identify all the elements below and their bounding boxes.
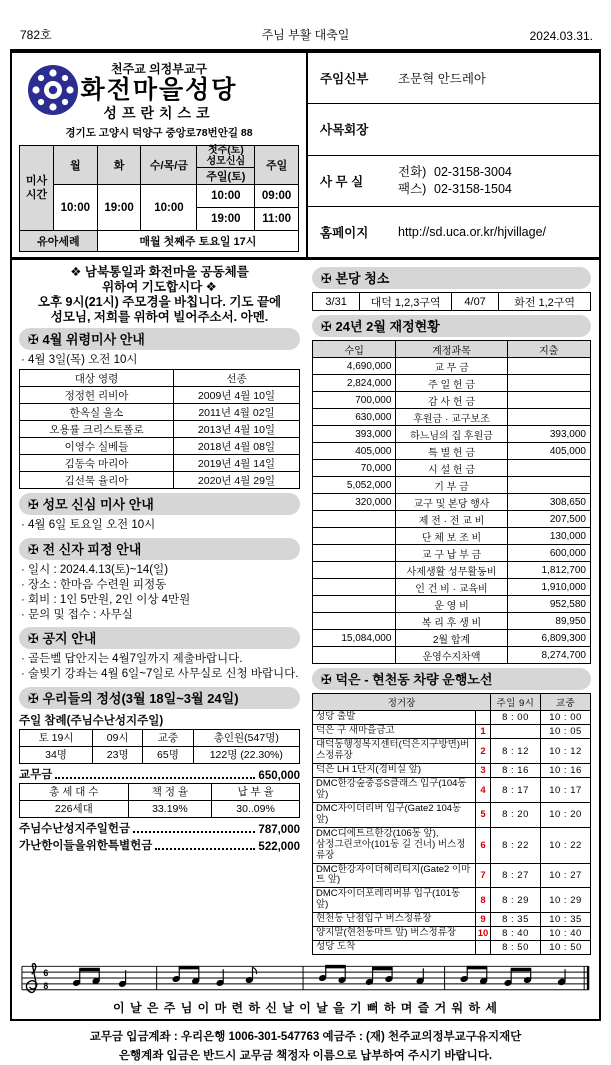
table-row: 3/31 대덕 1,2,3구역 4/07 화전 1,2구역 bbox=[313, 293, 591, 311]
dotted-leader bbox=[155, 848, 255, 850]
table-row: DMC한강자이더헤리티지(Gate2 이마트 앞) 7 8 : 27 10 : 27 bbox=[313, 863, 591, 888]
church-brand bbox=[19, 57, 299, 123]
attendance-subtitle: 주일 참례(주님수난성지주일) bbox=[19, 714, 164, 727]
table-row: 15,084,000 2월 합계 6,809,300 bbox=[313, 630, 591, 647]
mass-time-wed: 10:00 bbox=[141, 185, 197, 231]
table-row: 4,690,000 교 무 금 bbox=[313, 358, 591, 375]
table-row: 393,000 하느님의 집 후원금 393,000 bbox=[313, 426, 591, 443]
section-retreat: ✠ 전 신자 피정 안내 bbox=[19, 538, 300, 560]
retreat-when: · 일시 : 2024.4.13(토)~14(일) bbox=[21, 563, 169, 576]
mass-header-wed: 수/목/금 bbox=[141, 146, 197, 185]
dotted-leader bbox=[55, 777, 255, 779]
marian-date: · 4월 6일 토요일 오전 10시 bbox=[21, 519, 156, 532]
mass-time-mon: 10:00 bbox=[54, 185, 98, 231]
footer-account-info bbox=[0, 1028, 611, 1065]
retreat-where: · 장소 : 한마음 수련원 피정동 bbox=[21, 578, 167, 591]
table-row: 김동숙 마리아 2019년 4월 14일 bbox=[20, 455, 300, 472]
mass-header-sat: 주일(토) bbox=[197, 168, 255, 185]
mass-time-sat2: 19:00 bbox=[197, 208, 255, 231]
table-row: 운영수지차액 8,274,700 bbox=[313, 647, 591, 664]
homepage-url[interactable]: http://sd.uca.or.kr/hjvillage/ bbox=[398, 225, 546, 240]
council-row bbox=[308, 104, 599, 155]
table-row: 226세대 33.19% 30..09% bbox=[20, 800, 300, 817]
poor-offering-line: 가난한이들을위한특별헌금 522,000 bbox=[19, 839, 300, 853]
table-row: 사제생활 성무활동비 1,812,700 bbox=[313, 562, 591, 579]
table-row: 현천동 난점입구 버스정류장 9 8 : 35 10 : 35 bbox=[313, 913, 591, 927]
bank-account-line: 교무금 입금계좌 : 우리은행 1006-301-547763 예금주 : (재) 천주교의정부교구유지재단 bbox=[89, 1031, 522, 1044]
section-notice: ✠ 공지 안내 bbox=[19, 627, 300, 649]
mass-header-tue: 화 bbox=[97, 146, 141, 185]
table-row: 한옥실 울소 2011년 4월 02일 bbox=[20, 404, 300, 421]
dotted-leader bbox=[133, 831, 255, 833]
table-row: 단 체 보 조 비 130,000 bbox=[313, 528, 591, 545]
masthead bbox=[0, 0, 611, 49]
mass-schedule-table bbox=[19, 145, 299, 252]
patron-saint: 성프란치스코 bbox=[103, 105, 215, 122]
council-label: 사목회장 bbox=[320, 123, 369, 138]
church-panel bbox=[12, 53, 308, 257]
memorial-col-name: 대상 영령 bbox=[20, 370, 174, 387]
table-row: 320,000 교구 및 본당 행사 308,650 bbox=[313, 494, 591, 511]
office-fax: 팩스) 02-3158-1504 bbox=[398, 181, 512, 196]
table-row: 덕은 LH 1단지(경비실 앞) 3 8 : 16 10 : 16 bbox=[313, 764, 591, 778]
palm-offering-line: 주님수난성지주일헌금 787,000 bbox=[19, 822, 300, 836]
svg-text:6: 6 bbox=[43, 968, 49, 979]
mass-header-mon: 월 bbox=[54, 146, 98, 185]
church-logo-icon bbox=[27, 64, 79, 116]
table-row: 630,000 후원금 · 교구보조 bbox=[313, 409, 591, 426]
section-bus-route: ✠ 덕은 - 현천동 차량 운행노선 bbox=[312, 668, 591, 690]
content-columns bbox=[12, 260, 599, 959]
church-name: 화전마을성당 bbox=[80, 76, 238, 104]
table-row: 이영수 실베들 2018년 4월 08일 bbox=[20, 438, 300, 455]
table-row: DMC한강숲중흥S클래스 입구(104동 앞) 4 8 : 17 10 : 17 bbox=[313, 778, 591, 803]
table-row: 34명 23명 65명 122명 (22.30%) bbox=[20, 746, 300, 763]
church-address: 경기도 고양시 덕양구 중앙로78번안길 88 bbox=[65, 127, 253, 140]
homepage-label: 홈페이지 bbox=[320, 226, 369, 241]
notice-goldbell: · 골든벨 답안지는 4월7일까지 제출바랍니다. bbox=[21, 653, 243, 666]
section-memorial-mass: ✠ 4월 위령미사 안내 bbox=[19, 328, 300, 350]
table-row: 성당 도착 8 : 50 10 : 50 bbox=[313, 941, 591, 955]
office-row bbox=[308, 156, 599, 207]
baptism-schedule: 매월 첫째주 토요일 17시 bbox=[97, 231, 298, 252]
retreat-fee: · 회비 : 1인 5만원, 2인 이상 4만원 bbox=[21, 593, 191, 606]
table-row: 700,000 감 사 헌 금 bbox=[313, 392, 591, 409]
pastor-name: 조문혁 안드레아 bbox=[398, 72, 486, 87]
section-cleaning: ✠ 본당 청소 bbox=[312, 267, 591, 289]
mass-time-sun2: 11:00 bbox=[255, 208, 299, 231]
office-phone: 전화) 02-3158-3004 bbox=[398, 164, 512, 179]
table-row: 오용률 크리스토폴로 2013년 4월 10일 bbox=[20, 421, 300, 438]
table-row: 정정헌 리비아 2009년 4월 10일 bbox=[20, 387, 300, 404]
finance-table: 수입 계정과목 지출 4,690,000 교 무 금 2,824,000 주 일 헌 금 700,000 감 사 헌 금 630,000 후원금 · 교구보조 393,000 하느님의 집 후원금 393,000 405,000 특 별 헌 금 405,000 70,000 시 설 헌 금 5,052,000 기 부 금 320,000 교구 및 본당 행사 308,650 제 전 · 전 교 비 207,500 단 체 보 조 비 130,000 교 구 납 부 금 600,000 사제생활 성무활동비 1,812,700 인 건 비 · 교육비 1,910,000 운 영 비 952,580 복 리 후 생 비 89,950 15,084,000 2월 합계 6,809,300 운영수지차액 8,274,700 bbox=[312, 340, 591, 664]
section-marian-mass: ✠ 성모 신심 미사 안내 bbox=[19, 493, 300, 515]
household-table: 총 세 대 수 책 정 율 납 부 율 226세대 33.19% 30..09% bbox=[19, 783, 300, 818]
mass-time-sat1: 10:00 bbox=[197, 185, 255, 208]
office-label: 사 무 실 bbox=[320, 174, 364, 189]
section-stewardship: ✠ 우리들의 정성(3월 18일~3월 24일) bbox=[19, 687, 300, 709]
mass-time-label: 미사 시간 bbox=[20, 146, 54, 231]
mass-header-sat-devotion: 첫주(토) 성모신심 bbox=[197, 146, 255, 168]
mass-time-sun1: 09:00 bbox=[255, 185, 299, 208]
baptism-label: 유아세례 bbox=[20, 231, 98, 252]
table-row: 김선묵 율리아 2020년 4월 29일 bbox=[20, 472, 300, 489]
table-row: 복 리 후 생 비 89,950 bbox=[313, 613, 591, 630]
pastor-row bbox=[308, 53, 599, 104]
gyomugeum-line: 교무금 650,000 bbox=[19, 768, 300, 782]
table-row: DMC자이더리버 입구(Gate2 104동 앞) 5 8 : 20 10 : 20 bbox=[313, 802, 591, 827]
right-column bbox=[308, 260, 599, 959]
pastor-label: 주임신부 bbox=[320, 72, 369, 87]
memorial-date: · 4월 3일(목) 오전 10시 bbox=[21, 354, 138, 367]
attendance-table: 토 19시 09시 교중 총인원(547명) 34명 23명 65명 122명 (22.30%) bbox=[19, 729, 300, 764]
table-row: 운 영 비 952,580 bbox=[313, 596, 591, 613]
table-row: DMC디에트르한강(106동 앞), 삼정그린코아(101동 길 건너) 버스정류장 6 8 : 22 10 : 22 bbox=[313, 827, 591, 863]
music-staff bbox=[20, 962, 591, 996]
contact-panel bbox=[308, 53, 599, 257]
bus-route-table: 정거장 주일 9시 교중 성당 출발 8 : 00 10 : 00 덕은 구 새마을금고 1 10 : 05 대덕동행정복지센터(덕은지구방면)버스정류장 2 8 : 12 10 : 12 덕은 LH 1단지(경비실 앞) 3 8 : 16 10 : 16 DMC한강숲중흥S클래스 입구(104동 앞) 4 8 : 17 10 : 17 DMC자이더리버 입구(Gate2 104동 앞) 5 8 : 20 10 : 20 DMC디에트르한강(106동 앞), 삼정그린코아(101동 길 건너) 버스정류장 6 8 : 22 10 : 22 DMC한강자이더헤리티지(Gate2 이마트 앞) 7 8 : 27 10 : 27 DMC자이더포레리버뷰 입구(101동 앞) 8 8 : 29 10 : 29 현천동 난점입구 버스정류장 9 8 : 35 10 : 35 양지말(현천동마트 앞) 버스정류장 10 8 : 40 10 : 40 성당 도착 8 : 50 10 : 50 bbox=[312, 693, 591, 955]
table-row: 교 구 납 부 금 600,000 bbox=[313, 545, 591, 562]
hymn-notation bbox=[12, 959, 599, 1019]
section-finance: ✠ 24년 2월 재정현황 bbox=[312, 315, 591, 337]
mass-header-sun: 주일 bbox=[255, 146, 299, 185]
left-column bbox=[12, 260, 308, 959]
table-row: 양지말(현천동마트 앞) 버스정류장 10 8 : 40 10 : 40 bbox=[313, 927, 591, 941]
table-row: DMC자이더포레리버뷰 입구(101동 앞) 8 8 : 29 10 : 29 bbox=[313, 888, 591, 913]
svg-text:8: 8 bbox=[43, 980, 49, 991]
diocese-name: 천주교 의정부교구 bbox=[110, 62, 208, 76]
prayer-intention: ❖ 남북통일과 화전마을 공동체를 위하여 기도합시다 ❖ 오후 9시(21시) 주모경을 바칩니다. 기도 끝에 성모님, 저희를 위하여 빌어주소서. 아멘. bbox=[37, 265, 282, 324]
memorial-table bbox=[19, 369, 300, 489]
table-row: 대덕동행정복지센터(덕은지구방면)버스정류장 2 8 : 12 10 : 12 bbox=[313, 739, 591, 764]
issue-number: 782호 bbox=[20, 28, 52, 42]
feast-title: 주님 부활 대축일 bbox=[261, 28, 350, 42]
table-row: 덕은 구 새마을금고 1 10 : 05 bbox=[313, 725, 591, 739]
homepage-row bbox=[308, 207, 599, 257]
table-row: 제 전 · 전 교 비 207,500 bbox=[313, 511, 591, 528]
retreat-contact: · 문의 및 접수 : 사무실 bbox=[21, 609, 133, 622]
mass-time-tue: 19:00 bbox=[97, 185, 141, 231]
bank-notice-line: 은행계좌 입금은 반드시 교무금 책정자 이름으로 납부하여 주시기 바랍니다. bbox=[118, 1049, 493, 1062]
notice-class: · 술빚기 강좌는 4월 6일~7일로 사무실로 신청 바랍니다. bbox=[21, 668, 299, 681]
table-row: 2,824,000 주 일 헌 금 bbox=[313, 375, 591, 392]
bulletin-sheet bbox=[10, 49, 601, 1021]
table-row: 70,000 시 설 헌 금 bbox=[313, 460, 591, 477]
memorial-col-death: 선종 bbox=[174, 370, 300, 387]
cleaning-table bbox=[312, 292, 591, 311]
table-row: 5,052,000 기 부 금 bbox=[313, 477, 591, 494]
table-row: 405,000 특 별 헌 금 405,000 bbox=[313, 443, 591, 460]
hymn-lyrics: 이 날 은 주 님 이 마 련 하 신 날 이 날 을 기 뻐 하 며 즐 거 워 하 세 bbox=[113, 1001, 498, 1016]
top-section bbox=[12, 53, 599, 260]
table-row: 성당 출발 8 : 00 10 : 00 bbox=[313, 711, 591, 725]
issue-date: 2024.03.31. bbox=[529, 29, 593, 43]
table-row: 인 건 비 · 교육비 1,910,000 bbox=[313, 579, 591, 596]
